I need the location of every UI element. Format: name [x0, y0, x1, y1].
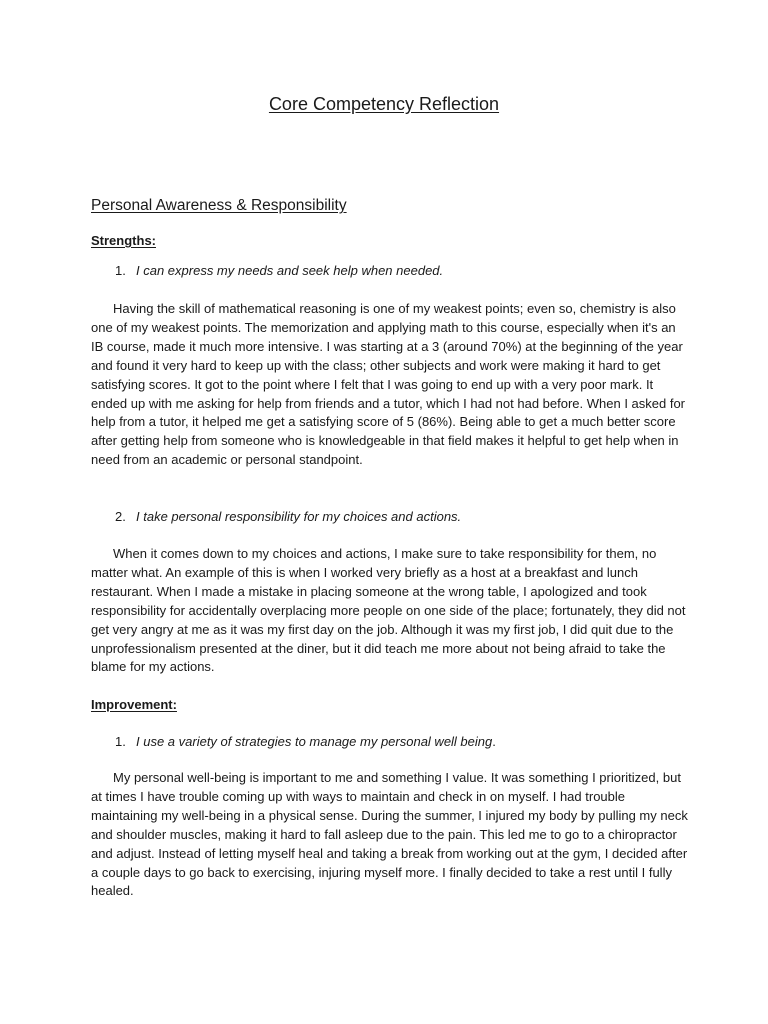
strength-item-2 — [115, 509, 461, 524]
improvement-heading: Improvement: — [91, 697, 177, 712]
list-number: 2. — [115, 509, 126, 524]
section-heading: Personal Awareness & Responsibility — [91, 197, 347, 214]
competency-statement: I take personal responsibility for my choices and actions. — [136, 509, 462, 524]
improvement-item-1 — [115, 734, 496, 749]
competency-statement: I use a variety of strategies to manage my personal well being — [136, 734, 493, 749]
strength-paragraph-2: When it comes down to my choices and actions, I make sure to take responsibility for them, no matter what. An example of this is when I worked very briefly as a host at a breakfast and lunch restaurant. When I made a mistake in placing someone at the wrong table, I apologized and took responsibility for accidentally overplacing more people on one side of the place; fortunately, they did not get very angry at me as it was my first day on the job. Although it was my first job, I did quit due to the unprofessionalism presented at the diner, but it did teach me more about not being afraid to take the blame for my actions. — [91, 546, 686, 675]
strength-item-1 — [115, 263, 443, 278]
improvement-paragraph-1: My personal well-being is important to me and something I value. It was something I prioritized, but at times I have trouble coming up with ways to maintain and check in on myself. I had trouble maintaining my well-being in a physical sense. During the summer, I injured my body by pulling my neck and shoulder muscles, making it hard to fall asleep due to the pain. This led me to go to a chiropractor and adjust. Instead of letting myself heal and taking a break from working out at the gym, I decided after a couple days to go back to exercising, injuring myself more. I finally decided to take a rest until I fully healed. — [91, 770, 688, 899]
competency-statement: I can express my needs and seek help when needed. — [136, 263, 444, 278]
list-number: 1. — [115, 263, 126, 278]
strengths-heading: Strengths: — [91, 233, 156, 248]
page-title: Core Competency Reflection — [268, 94, 500, 114]
list-number: 1. — [115, 734, 126, 749]
strength-paragraph-1: Having the skill of mathematical reasoning is one of my weakest points; even so, chemistry is also one of my weakest points. The memorization and applying math to this course, especially when it's an IB course, made it much more intensive. I was starting at a 3 (around 70%) at the beginning of the year and found it very hard to keep up with the class; other subjects and work were making it hard to get satisfying scores. It got to the point where I felt that I was going to end up with a very poor mark. It ended up with me asking for help from friends and a tutor, which I had not had before. When I asked for help from a tutor, it helped me get a satisfying score of 5 (86%). Being able to get a much better score after getting help from someone who is knowledgeable in that field makes it helpful to get help when in need from an academic or personal standpoint. — [91, 301, 686, 468]
statement-period: . — [492, 734, 496, 749]
